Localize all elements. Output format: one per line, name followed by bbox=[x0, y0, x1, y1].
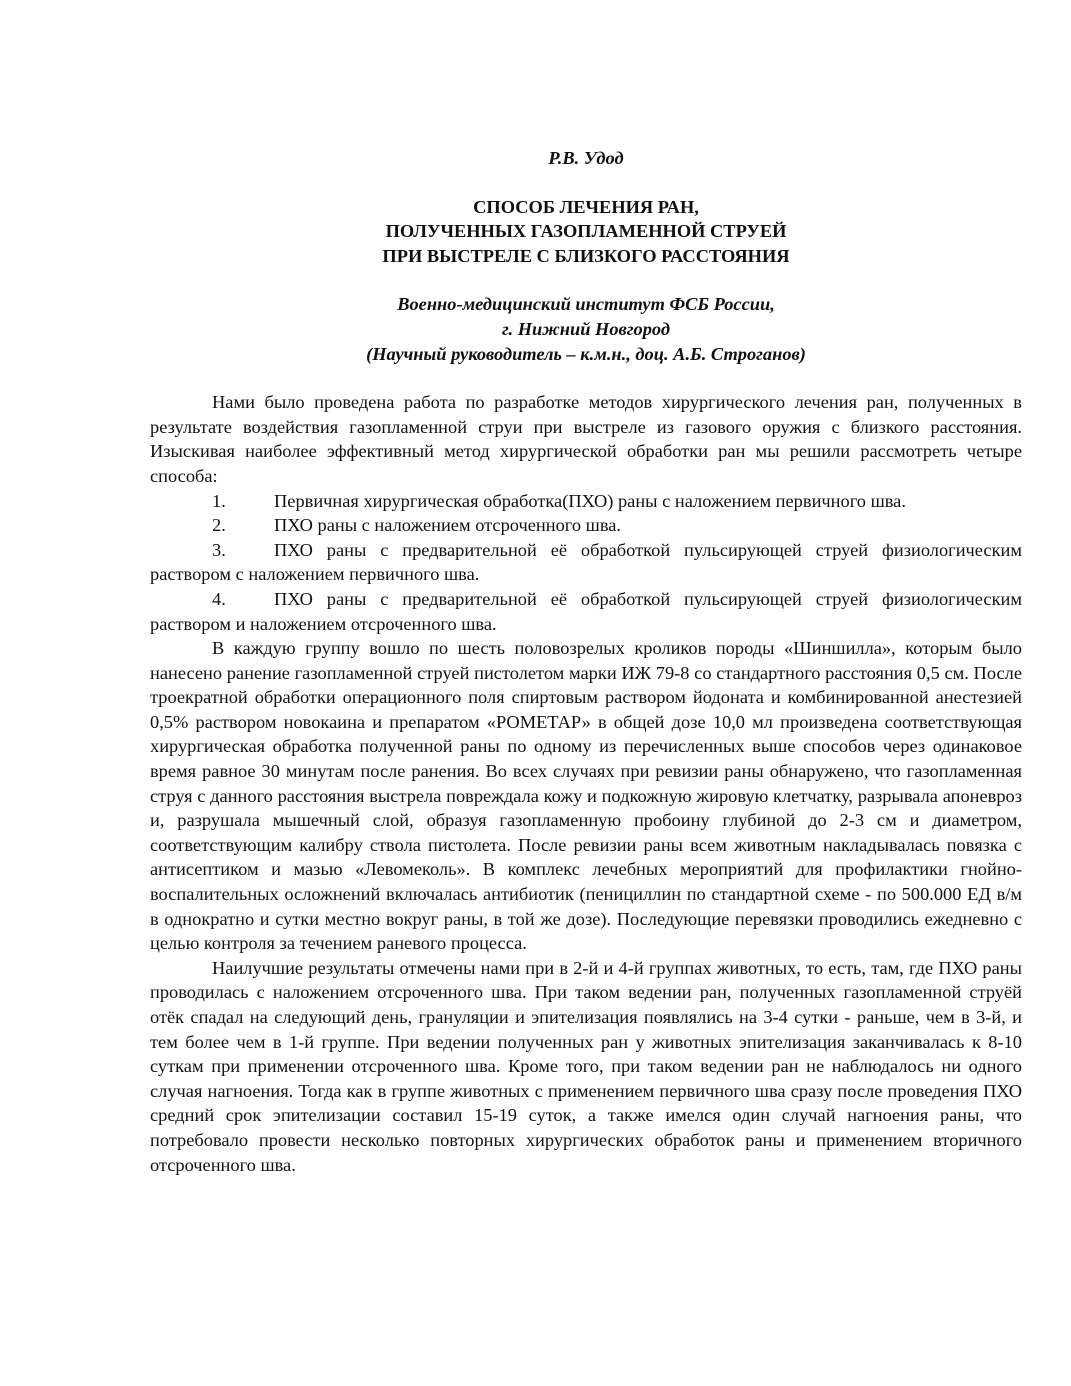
affiliation-line: г. Нижний Новгород bbox=[501, 318, 671, 339]
list-item-number: 1. bbox=[212, 490, 226, 511]
list-item bbox=[150, 538, 1022, 587]
title-line: ПОЛУЧЕННЫХ ГАЗОПЛАМЕННОЙ СТРУЕЙ bbox=[385, 221, 787, 242]
document-page bbox=[150, 146, 1022, 1177]
intro-paragraph: Нами было проведена работа по разработке методов хирургического лечения ран, полученных в результате воздействия газопламенной струи при выстреле из газового оружия с близкого расстояния. Изыскивая наиболее эффективный метод хирургической обработки ран мы решили рассмотреть четыре способа: bbox=[150, 392, 1022, 486]
title-line: ПРИ ВЫСТРЕЛЕ С БЛИЗКОГО РАССТОЯНИЯ bbox=[382, 245, 790, 266]
list-item-number: 3. bbox=[212, 539, 226, 560]
list-item bbox=[150, 489, 1022, 514]
results-paragraph: Наилучшие результаты отмечены нами при в 2-й и 4-й группах животных, то есть, там, где ПХО раны проводилась с наложением отсроченного шва. При таком ведении ран, полученных газопламенной струёй отёк спадал на следующий день, грануляции и эпителизация появлялись на 3-4 сутки - раньше, чем в 3-й, и тем более чем в 1-й группе. При ведении полученных ран у животных эпителизация заканчивалась к 8-10 суткам при применении отсроченного шва. Кроме того, при таком ведении ран не наблюдалось ни одного случая нагноения. Тогда как в группе животных с применением первичного шва сразу после проведения ПХО средний срок эпителизации составил 15-19 суток, а также имелся один случай нагноения раны, что потребовало провести несколько повторных хирургических обработок раны и применением вторичного отсроченного шва. bbox=[150, 957, 1022, 1175]
list-item-number: 2. bbox=[212, 515, 226, 536]
methods-list bbox=[150, 489, 1022, 637]
list-item-text: ПХО раны с наложением отсроченного шва. bbox=[274, 515, 622, 536]
title-line: СПОСОБ ЛЕЧЕНИЯ РАН, bbox=[473, 196, 699, 217]
list-item bbox=[150, 513, 1022, 538]
affiliation-line: (Научный руководитель – к.м.н., доц. А.Б. Строганов) bbox=[366, 343, 806, 364]
article-title bbox=[150, 195, 1022, 269]
author-name: Р.В. Удод bbox=[548, 148, 624, 168]
list-item-number: 4. bbox=[212, 588, 226, 609]
list-item-text: Первичная хирургическая обработка(ПХО) раны с наложением первичного шва. bbox=[274, 490, 906, 511]
list-item bbox=[150, 587, 1022, 636]
list-item-text: ПХО раны с предварительной её обработкой пульсирующей струей физиологическим раствором с наложением первичного шва. bbox=[150, 539, 1022, 585]
methods-paragraph: В каждую группу вошло по шесть половозрелых кроликов породы «Шиншилла», которым было нанесено ранение газопламенной струей пистолетом марки ИЖ 79-8 со стандартного расстояния 0,5 см. После троекратной обработки операционного поля спиртовым раствором йодоната и комбинированной анестезией 0,5% раствором новокаина и препаратом «РОМЕТАР» в общей дозе 10,0 мл произведена соответствующая хирургическая обработка полученной раны по одному из перечисленных выше способов через одинаковое время равное 30 минутам после ранения. Во всех случаях при ревизии раны обнаружено, что газопламенная струя с данного расстояния выстрела повреждала кожу и подкожную жировую клетчатку, разрывала апоневроз и, разрушала мышечный слой, образуя газопламенную пробоину глубиной до 2-3 см и диаметром, соответствующим калибру ствола пистолета. После ревизии раны всем животным накладывалась повязка с антисептиком и мазью «Левомеколь». В комплекс лечебных мероприятий для профилактики гнойно-воспалительных осложнений включалась антибиотик (пенициллин по стандартной схеме - по 500.000 ЕД в/м в однократно и сутки местно вокруг раны, в той же дозе). Последующие перевязки проводились ежедневно с целью контроля за течением раневого процесса. bbox=[150, 638, 1022, 954]
affiliation-line: Военно-медицинский институт ФСБ России, bbox=[397, 294, 775, 315]
list-item-text: ПХО раны с предварительной её обработкой пульсирующей струей физиологическим раствором и наложением отсроченного шва. bbox=[150, 588, 1022, 634]
affiliation bbox=[150, 292, 1022, 366]
